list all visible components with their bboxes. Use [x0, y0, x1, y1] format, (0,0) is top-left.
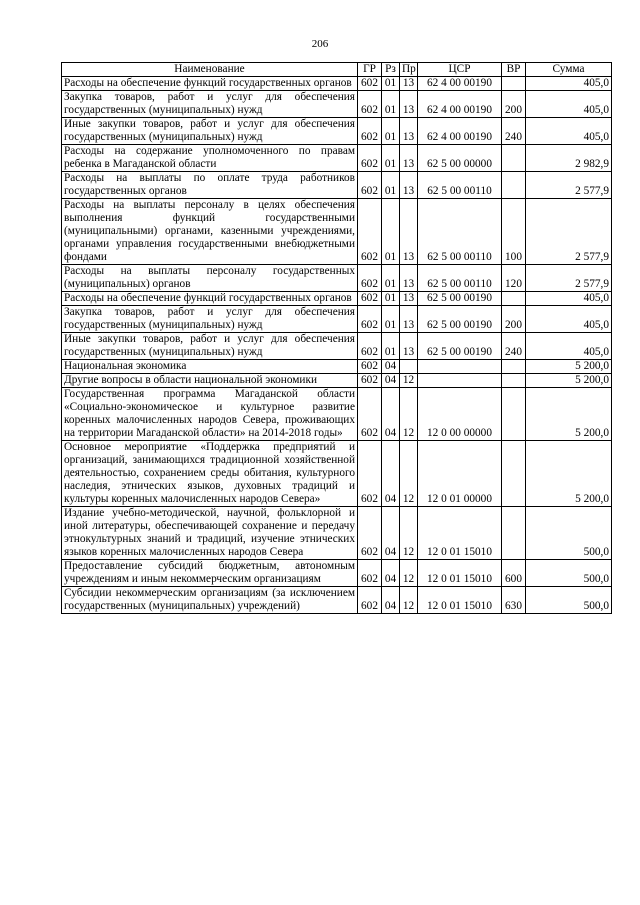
cell-name: Субсидии некоммерческим организациям (за исключением государственных (муниципальных) учреждений): [62, 587, 358, 614]
cell-csr: 12 0 01 15010: [418, 560, 502, 587]
cell-name: Иные закупки товаров, работ и услуг для обеспечения государственных (муниципальных) нужд: [62, 118, 358, 145]
cell-sum: 405,0: [526, 77, 612, 91]
cell-pr: 13: [400, 91, 418, 118]
cell-name: Расходы на выплаты персоналу в целях обеспечения выполнения функций государственными (муниципальными) органами, казенными учреждениями, органами управления государственными внебюджетными фондами: [62, 199, 358, 265]
cell-pr: 13: [400, 199, 418, 265]
cell-name: Основное мероприятие «Поддержка предприятий и организаций, занимающихся традиционной хозяйственной деятельностью, сохранением среды обитания, культурного наследия, этнических языков, духовных традиций и культуры коренных малочисленных народов Севера»: [62, 441, 358, 507]
cell-csr: 62 5 00 00190: [418, 333, 502, 360]
cell-csr: 12 0 01 00000: [418, 441, 502, 507]
cell-csr: 62 5 00 00190: [418, 306, 502, 333]
table-row: [62, 91, 612, 118]
cell-rz: 01: [382, 118, 400, 145]
cell-pr: 13: [400, 118, 418, 145]
table-row: [62, 333, 612, 360]
cell-csr: 62 5 00 00110: [418, 172, 502, 199]
header-pr: Пр: [400, 63, 418, 77]
cell-name: Расходы на содержание уполномоченного по правам ребенка в Магаданской области: [62, 145, 358, 172]
cell-rz: 04: [382, 560, 400, 587]
cell-csr: [418, 360, 502, 374]
cell-sum: 5 200,0: [526, 374, 612, 388]
table-row: [62, 145, 612, 172]
cell-rz: 01: [382, 265, 400, 292]
table-row: [62, 560, 612, 587]
cell-csr: 62 5 00 00110: [418, 265, 502, 292]
header-sum: Сумма: [526, 63, 612, 77]
cell-gr: 602: [358, 374, 382, 388]
cell-pr: 13: [400, 172, 418, 199]
cell-name: Расходы на обеспечение функций государственных органов: [62, 292, 358, 306]
cell-gr: 602: [358, 118, 382, 145]
cell-name: Расходы на обеспечение функций государственных органов: [62, 77, 358, 91]
cell-vr: 600: [502, 560, 526, 587]
cell-name: Национальная экономика: [62, 360, 358, 374]
cell-rz: 04: [382, 507, 400, 560]
cell-pr: 12: [400, 388, 418, 441]
cell-pr: 12: [400, 560, 418, 587]
cell-sum: 5 200,0: [526, 388, 612, 441]
table-row: [62, 172, 612, 199]
cell-csr: [418, 374, 502, 388]
cell-sum: 500,0: [526, 587, 612, 614]
cell-rz: 01: [382, 77, 400, 91]
cell-name: Иные закупки товаров, работ и услуг для обеспечения государственных (муниципальных) нужд: [62, 333, 358, 360]
cell-name: Закупка товаров, работ и услуг для обеспечения государственных (муниципальных) нужд: [62, 306, 358, 333]
table-row: [62, 265, 612, 292]
cell-sum: 2 577,9: [526, 199, 612, 265]
cell-gr: 602: [358, 360, 382, 374]
cell-name: Расходы на выплаты персоналу государственных (муниципальных) органов: [62, 265, 358, 292]
cell-gr: 602: [358, 91, 382, 118]
cell-pr: 12: [400, 441, 418, 507]
table-row: [62, 77, 612, 91]
cell-sum: 2 982,9: [526, 145, 612, 172]
cell-sum: 405,0: [526, 118, 612, 145]
header-gr: ГР: [358, 63, 382, 77]
cell-gr: 602: [358, 199, 382, 265]
cell-csr: 62 4 00 00190: [418, 91, 502, 118]
cell-csr: 62 4 00 00190: [418, 118, 502, 145]
cell-pr: 12: [400, 507, 418, 560]
cell-vr: 240: [502, 118, 526, 145]
table-row: [62, 118, 612, 145]
cell-pr: 13: [400, 292, 418, 306]
header-csr: ЦСР: [418, 63, 502, 77]
cell-vr: [502, 374, 526, 388]
cell-vr: [502, 77, 526, 91]
cell-sum: 500,0: [526, 560, 612, 587]
cell-vr: 200: [502, 306, 526, 333]
cell-rz: 01: [382, 333, 400, 360]
cell-name: Закупка товаров, работ и услуг для обеспечения государственных (муниципальных) нужд: [62, 91, 358, 118]
table-header-row: [62, 63, 612, 77]
cell-vr: 100: [502, 199, 526, 265]
cell-vr: [502, 441, 526, 507]
cell-pr: 13: [400, 265, 418, 292]
cell-pr: [400, 360, 418, 374]
table-row: [62, 507, 612, 560]
cell-vr: 120: [502, 265, 526, 292]
cell-name: Расходы на выплаты по оплате труда работников государственных органов: [62, 172, 358, 199]
budget-table: [61, 62, 612, 614]
header-name: Наименование: [62, 63, 358, 77]
cell-gr: 602: [358, 145, 382, 172]
cell-csr: 12 0 01 15010: [418, 587, 502, 614]
page-number: 206: [311, 38, 329, 50]
cell-csr: 62 4 00 00190: [418, 77, 502, 91]
cell-rz: 01: [382, 199, 400, 265]
cell-vr: [502, 507, 526, 560]
cell-name: Предоставление субсидий бюджетным, автономным учреждениям и иным некоммерческим организациям: [62, 560, 358, 587]
cell-csr: 12 0 01 15010: [418, 507, 502, 560]
cell-rz: 04: [382, 388, 400, 441]
cell-gr: 602: [358, 172, 382, 199]
cell-rz: 04: [382, 374, 400, 388]
cell-gr: 602: [358, 333, 382, 360]
cell-vr: [502, 172, 526, 199]
cell-gr: 602: [358, 587, 382, 614]
cell-vr: [502, 145, 526, 172]
cell-vr: 630: [502, 587, 526, 614]
cell-pr: 12: [400, 587, 418, 614]
cell-rz: 01: [382, 145, 400, 172]
cell-sum: 405,0: [526, 306, 612, 333]
cell-vr: [502, 292, 526, 306]
cell-rz: 01: [382, 306, 400, 333]
cell-pr: 13: [400, 333, 418, 360]
header-rz: Рз: [382, 63, 400, 77]
table-row: [62, 441, 612, 507]
cell-sum: 5 200,0: [526, 360, 612, 374]
cell-vr: [502, 388, 526, 441]
cell-rz: 04: [382, 360, 400, 374]
table-row: [62, 388, 612, 441]
cell-gr: 602: [358, 507, 382, 560]
cell-gr: 602: [358, 265, 382, 292]
cell-vr: 240: [502, 333, 526, 360]
cell-pr: 13: [400, 306, 418, 333]
header-vr: ВР: [502, 63, 526, 77]
cell-rz: 01: [382, 292, 400, 306]
cell-csr: 62 5 00 00000: [418, 145, 502, 172]
cell-rz: 04: [382, 441, 400, 507]
cell-pr: 13: [400, 145, 418, 172]
table-row: [62, 374, 612, 388]
cell-rz: 04: [382, 587, 400, 614]
table-row: [62, 306, 612, 333]
cell-gr: 602: [358, 77, 382, 91]
cell-gr: 602: [358, 560, 382, 587]
cell-vr: [502, 360, 526, 374]
cell-gr: 602: [358, 388, 382, 441]
cell-rz: 01: [382, 91, 400, 118]
cell-sum: 500,0: [526, 507, 612, 560]
cell-gr: 602: [358, 306, 382, 333]
cell-vr: 200: [502, 91, 526, 118]
cell-sum: 405,0: [526, 292, 612, 306]
cell-csr: 62 5 00 00190: [418, 292, 502, 306]
cell-name: Государственная программа Магаданской области «Социально-экономическое и культурное развитие коренных малочисленных народов Севера, проживающих на территории Магаданской области» на 2014-2018 годы»: [62, 388, 358, 441]
cell-csr: 62 5 00 00110: [418, 199, 502, 265]
table-row: [62, 292, 612, 306]
table-row: [62, 587, 612, 614]
cell-name: Издание учебно-методической, научной, фольклорной и иной литературы, обеспечивающей сохранение и передачу этнокультурных знаний и традиций, изучение этнических языков коренных малочисленных народов Севера: [62, 507, 358, 560]
cell-pr: 13: [400, 77, 418, 91]
cell-sum: 405,0: [526, 91, 612, 118]
cell-gr: 602: [358, 292, 382, 306]
cell-gr: 602: [358, 441, 382, 507]
cell-sum: 5 200,0: [526, 441, 612, 507]
cell-sum: 2 577,9: [526, 265, 612, 292]
cell-sum: 405,0: [526, 333, 612, 360]
cell-csr: 12 0 00 00000: [418, 388, 502, 441]
table-row: [62, 199, 612, 265]
cell-name: Другие вопросы в области национальной экономики: [62, 374, 358, 388]
cell-rz: 01: [382, 172, 400, 199]
cell-sum: 2 577,9: [526, 172, 612, 199]
cell-pr: 12: [400, 374, 418, 388]
table-row: [62, 360, 612, 374]
